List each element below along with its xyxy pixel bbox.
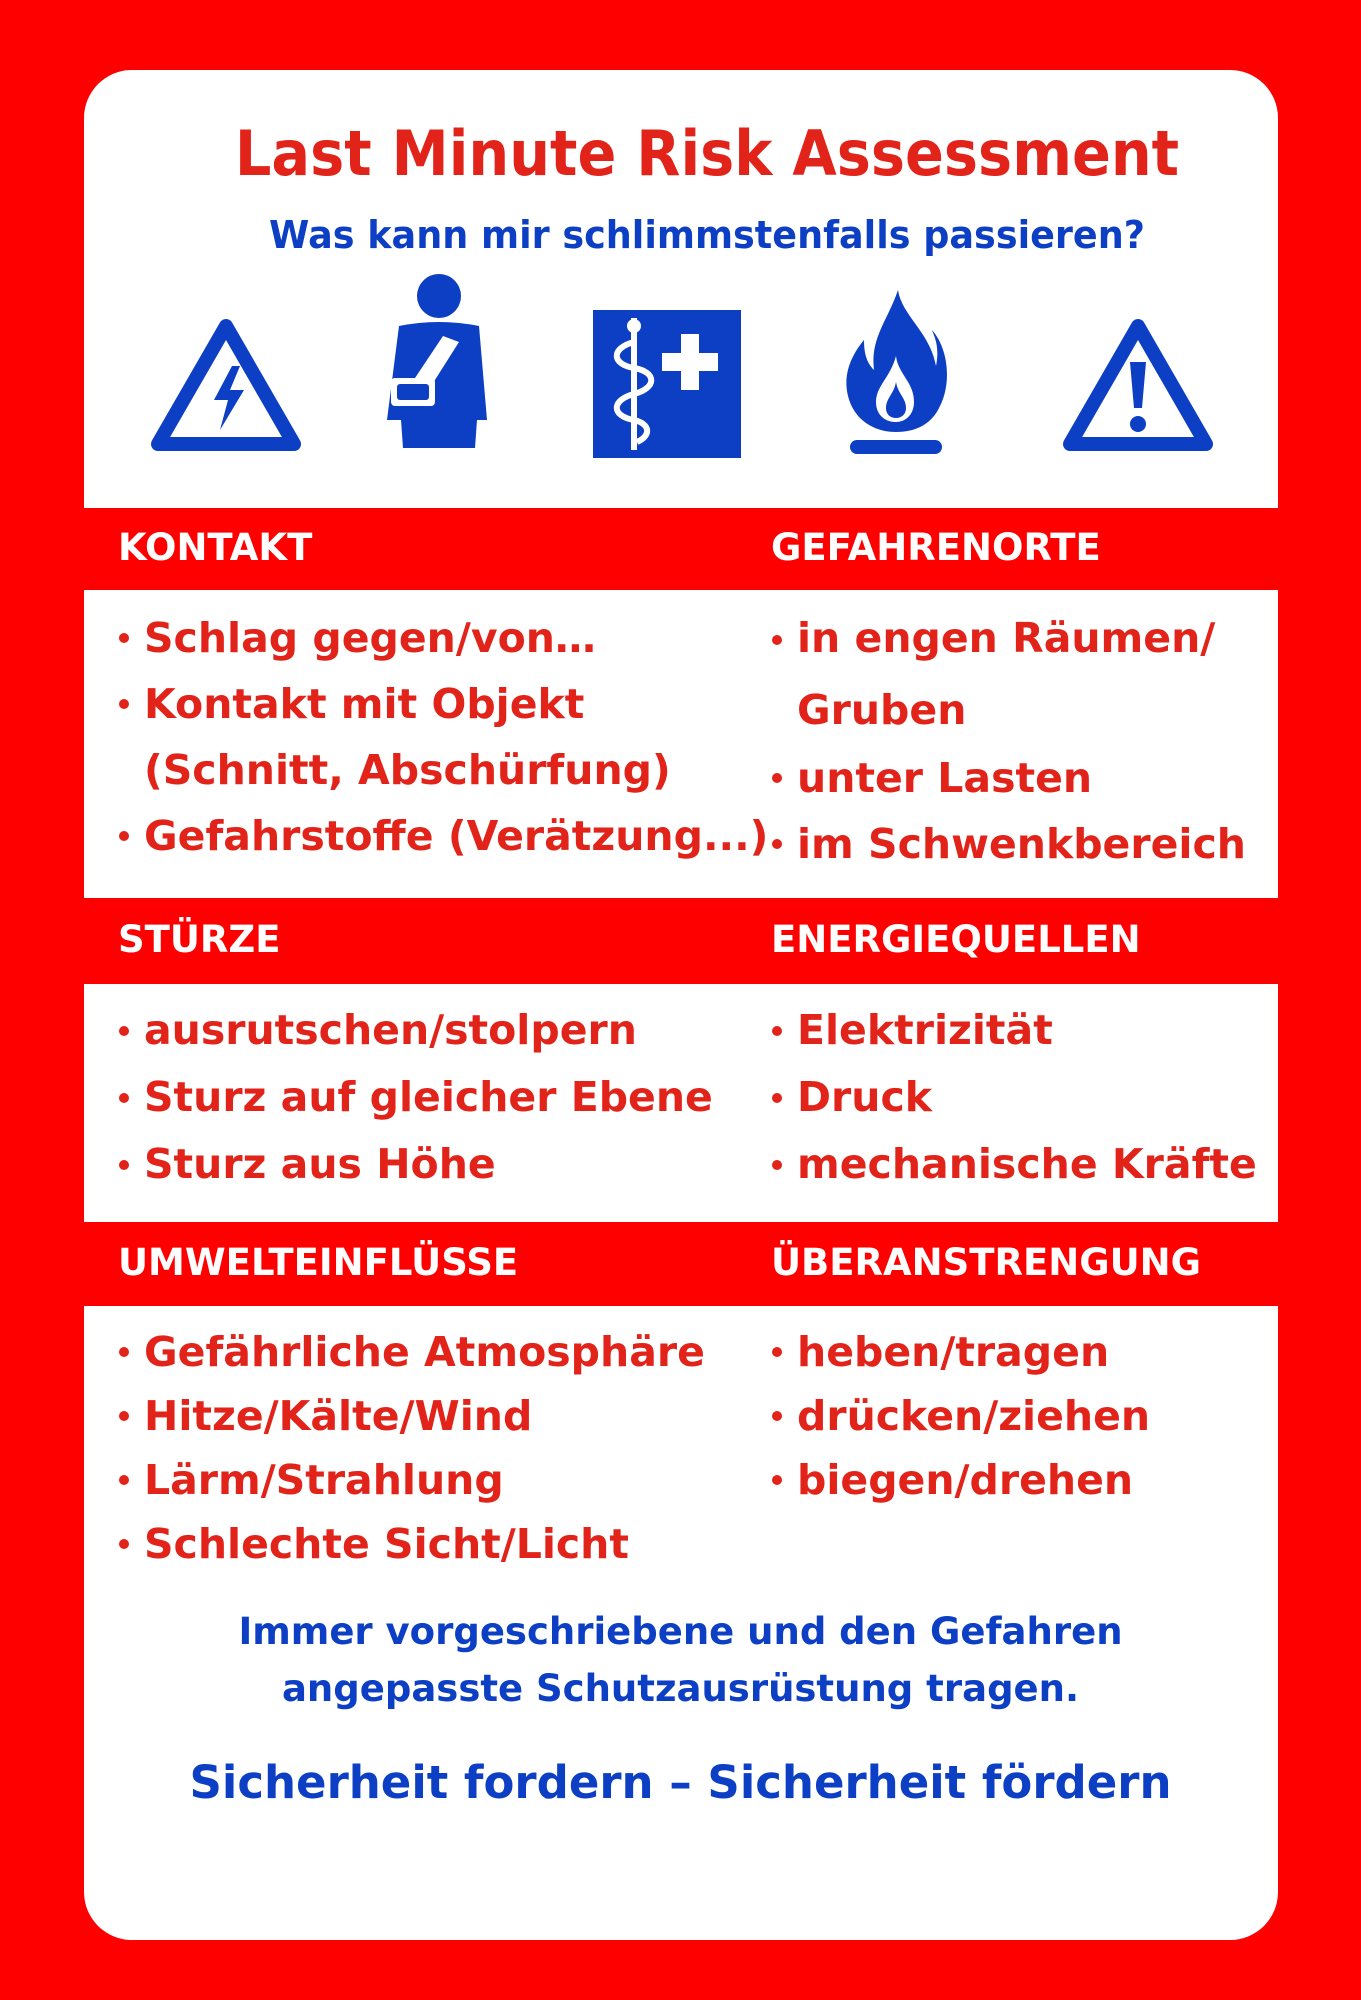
list-item: Gefährliche Atmosphäre xyxy=(117,1320,705,1384)
list-item: Druck xyxy=(770,1064,1257,1131)
list-item: Kontakt mit Objekt xyxy=(117,671,768,737)
sign-subtitle: Was kann mir schlimmstenfalls passieren? xyxy=(269,213,1145,257)
fire-icon xyxy=(840,286,952,458)
list-item: im Schwenkbereich xyxy=(770,811,1246,877)
heading-gefahrenorte: GEFAHRENORTE xyxy=(771,526,1101,569)
injured-person-icon xyxy=(381,270,493,450)
list-item: heben/tragen xyxy=(770,1320,1150,1384)
list-item: Schlag gegen/von… xyxy=(117,605,768,671)
list-item-continuation: Gruben xyxy=(797,686,967,734)
heading-energiequellen: ENERGIEQUELLEN xyxy=(771,918,1141,961)
list-ueberanstrengung xyxy=(770,1320,1150,1512)
list-item: ausrutschen/stolpern xyxy=(117,997,713,1064)
warning-icon xyxy=(1060,316,1216,454)
list-item: Gefahrstoffe (Verätzung...) xyxy=(117,803,768,869)
sign-title: Last Minute Risk Assessment xyxy=(234,117,1180,190)
list-stuerze xyxy=(117,997,713,1198)
list-item: Schlechte Sicht/Licht xyxy=(117,1512,705,1576)
list-item: mechanische Kräfte xyxy=(770,1131,1257,1198)
list-gefahrenorte xyxy=(770,605,1246,877)
list-item: biegen/drehen xyxy=(770,1448,1150,1512)
list-item: Lärm/Strahlung xyxy=(117,1448,705,1512)
first-aid-icon xyxy=(593,310,741,458)
list-item: in engen Räumen/ xyxy=(770,605,1246,675)
list-item: Sturz auf gleicher Ebene xyxy=(117,1064,713,1131)
footer-slogan: Sicherheit fordern – Sicherheit fördern xyxy=(189,1756,1172,1809)
list-item: Hitze/Kälte/Wind xyxy=(117,1384,705,1448)
heading-stuerze: STÜRZE xyxy=(118,918,281,961)
list-item: Sturz aus Höhe xyxy=(117,1131,713,1198)
heading-kontakt: KONTAKT xyxy=(118,526,313,569)
heading-umwelteinfluesse: UMWELTEINFLÜSSE xyxy=(118,1241,519,1284)
list-umwelteinfluesse xyxy=(117,1320,705,1576)
list-kontakt xyxy=(117,605,768,869)
footer-line-1: Immer vorgeschriebene und den Gefahren xyxy=(238,1610,1123,1653)
list-item: unter Lasten xyxy=(770,745,1246,811)
list-item-continuation: (Schnitt, Abschürfung) xyxy=(144,746,671,794)
heading-ueberanstrengung: ÜBERANSTRENGUNG xyxy=(771,1241,1201,1284)
electric-hazard-icon xyxy=(148,316,304,454)
list-item: drücken/ziehen xyxy=(770,1384,1150,1448)
list-energiequellen xyxy=(770,997,1257,1198)
footer-line-2: angepasste Schutzausrüstung tragen. xyxy=(281,1667,1080,1710)
list-item: Elektrizität xyxy=(770,997,1257,1064)
